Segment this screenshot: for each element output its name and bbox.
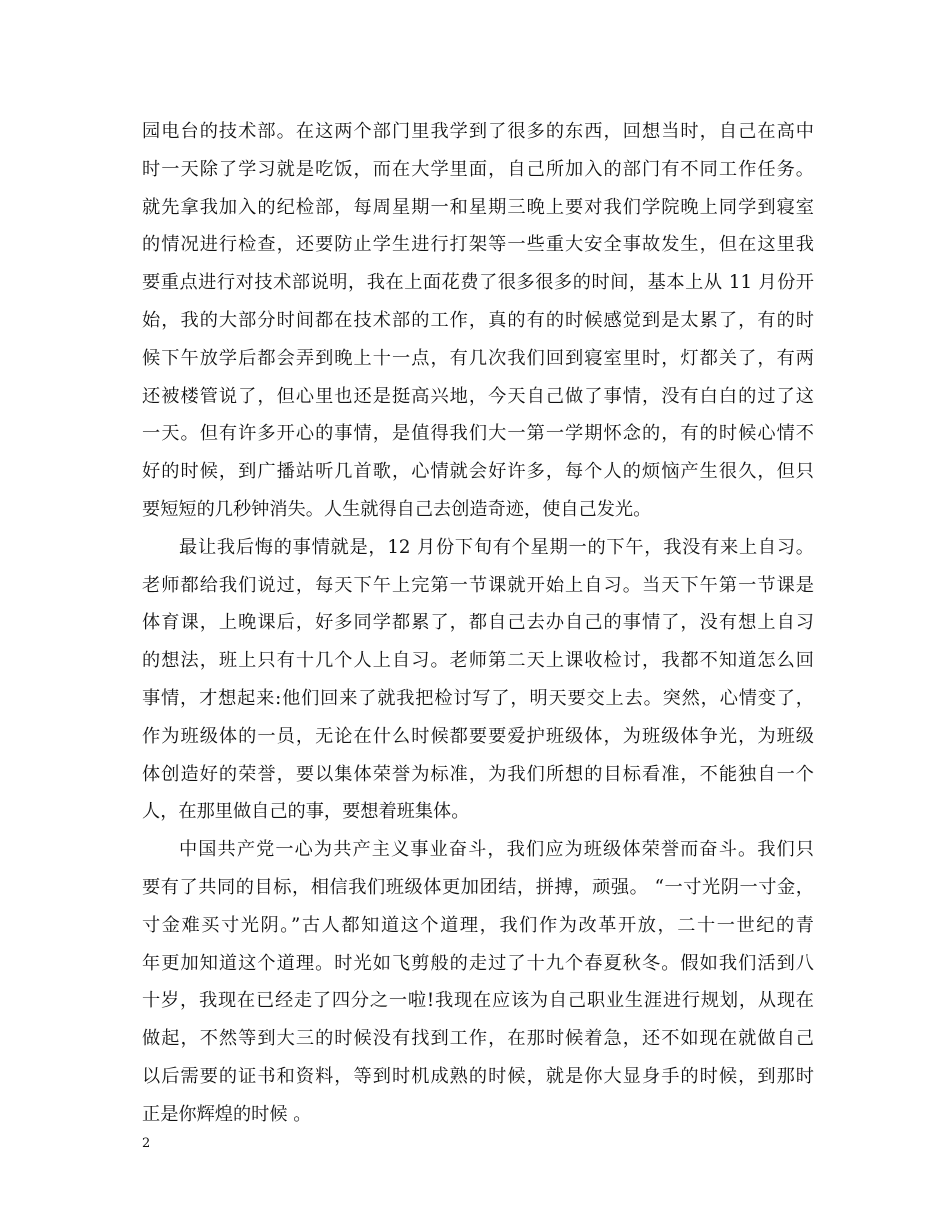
- text-line: 作为班级体的一员，无论在什么时候都要要爱护班级体，为班级体争光，为班级: [142, 725, 814, 747]
- text-line: 一天。但有许多开心的事情，是值得我们大一第一学期怀念的，有的时候心情不: [142, 423, 814, 445]
- text-line: 还被楼管说了，但心里也还是挺高兴地，今天自己做了事情，没有白白的过了这: [142, 385, 814, 407]
- text-line: 十岁，我现在已经走了四分之一啦!我现在应该为自己职业生涯进行规划，从现在: [142, 990, 814, 1012]
- page-number: 2: [142, 1136, 151, 1151]
- text-line: 正是你辉煌的时候 。: [142, 1103, 312, 1125]
- text-line: 始，我的大部分时间都在技术部的工作，真的有的时候感觉到是太累了，有的时: [142, 309, 814, 331]
- text-line: 体创造好的荣誉，要以集体荣誉为标准，为我们所想的目标看准，不能独自一个: [142, 763, 814, 785]
- text-line: 做起，不然等到大三的时候没有找到工作，在那时候着急，还不如现在就做自己: [142, 1028, 814, 1050]
- text-line: 最让我后悔的事情就是，12 月份下旬有个星期一的下午，我没有来上自习。: [179, 536, 814, 558]
- text-line: 要短短的几秒钟消失。人生就得自己去创造奇迹，使自己发光。: [142, 498, 652, 520]
- text-line: 寸金难买寸光阴。”古人都知道这个道理，我们作为改革开放，二十一世纪的青: [142, 914, 814, 936]
- text-line: 好的时候，到广播站听几首歌，心情就会好许多，每个人的烦恼产生很久，但只: [142, 461, 814, 483]
- text-line: 中国共产党一心为共产主义事业奋斗，我们应为班级体荣誉而奋斗。我们只: [179, 839, 814, 861]
- text-line: 体育课，上晚课后，好多同学都累了，都自己去办自己的事情了，没有想上自习: [142, 612, 814, 634]
- text-line: 年更加知道这个道理。时光如飞剪般的走过了十九个春夏秋冬。假如我们活到八: [142, 952, 814, 974]
- text-line: 时一天除了学习就是吃饭，而在大学里面，自己所加入的部门有不同工作任务。: [142, 158, 814, 180]
- paragraph: [142, 113, 814, 529]
- text-line: 的想法，班上只有十几个人上自习。老师第二天上课收检讨，我都不知道怎么回: [142, 650, 814, 672]
- text-line: 要有了共同的目标，相信我们班级体更加团结，拼搏，顽强。 “一寸光阴一寸金，: [142, 876, 814, 898]
- text-line: 要重点进行对技术部说明，我在上面花费了很多很多的时间，基本上从 11 月份开: [142, 272, 814, 294]
- text-line: 事情，才想起来:他们回来了就我把检讨写了，明天要交上去。突然，心情变了，: [142, 687, 814, 709]
- text-line: 的情况进行检查，还要防止学生进行打架等一些重大安全事故发生，但在这里我: [142, 234, 814, 256]
- text-line: 以后需要的证书和资料，等到时机成熟的时候，就是你大显身手的时候，到那时: [142, 1065, 814, 1087]
- text-line: 候下午放学后都会弄到晚上十一点，有几次我们回到寝室里时，灯都关了，有两: [142, 347, 814, 369]
- text-line: 就先拿我加入的纪检部，每周星期一和星期三晚上要对我们学院晚上同学到寝室: [142, 196, 814, 218]
- text-line: 老师都给我们说过，每天下午上完第一节课就开始上自习。当天下午第一节课是: [142, 574, 814, 596]
- text-line: 人，在那里做自己的事，要想着班集体。: [142, 801, 470, 823]
- paragraph: [142, 529, 814, 831]
- document-body: [142, 113, 814, 1134]
- paragraph: [142, 831, 814, 1133]
- text-line: 园电台的技术部。在这两个部门里我学到了很多的东西，回想当时，自己在高中: [142, 121, 814, 142]
